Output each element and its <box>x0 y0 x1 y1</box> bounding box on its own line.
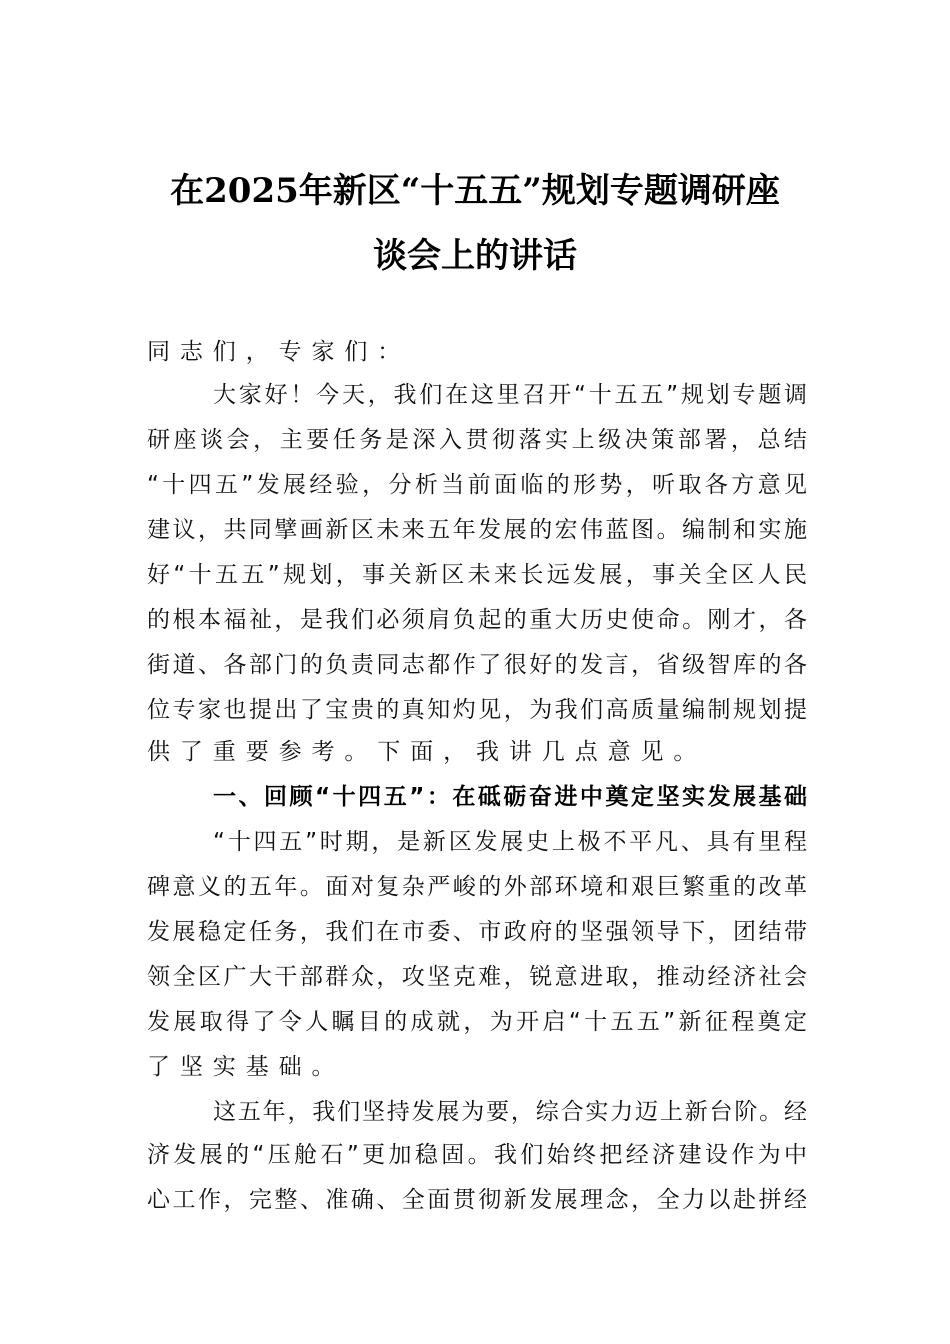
document-title-line-1: 在2025年新区“十五五”规划专题调研座 <box>170 171 780 211</box>
paragraph-line: “十四五”发展经验，分析当前面临的形势，听取各方意见 <box>147 472 807 498</box>
paragraph-line: 领全区广大干部群众，攻坚克难，锐意进取，推动经济社会 <box>147 964 807 990</box>
paragraph-line: 发展取得了令人瞩目的成就，为开启“十五五”新征程奠定 <box>147 1009 807 1035</box>
paragraph-line: 碑意义的五年。面对复杂严峻的外部环境和艰巨繁重的改革 <box>147 874 807 900</box>
paragraph-line: 发展稳定任务，我们在市委、市政府的坚强领导下，团结带 <box>147 919 807 945</box>
paragraph-line: “十四五”时期，是新区发展史上极不平凡、具有里程 <box>213 829 807 855</box>
paragraph-line: 济发展的“压舱石”更加稳固。我们始终把经济建设作为中 <box>147 1142 807 1168</box>
paragraph-line: 这五年，我们坚持发展为要，综合实力迈上新台阶。经 <box>213 1099 807 1125</box>
paragraph-line: 位专家也提出了宝贵的真知灼见，为我们高质量编制规划提 <box>147 697 807 723</box>
paragraph-line: 研座谈会，主要任务是深入贯彻落实上级决策部署，总结 <box>147 427 807 453</box>
section-heading-1: 一、回顾“十四五”：在砥砺奋进中奠定坚实发展基础 <box>213 784 807 810</box>
paragraph-line: 街道、各部门的负责同志都作了很好的发言，省级智库的各 <box>147 652 807 678</box>
paragraph-line: 供了重要参考。下面，我讲几点意见。 <box>147 739 707 765</box>
paragraph-line: 大家好！今天，我们在这里召开“十五五”规划专题调 <box>213 382 807 408</box>
paragraph-line: 的根本福祉，是我们必须肩负起的重大历史使命。刚才，各 <box>147 607 807 633</box>
paragraph-line: 建议，共同擘画新区未来五年发展的宏伟蓝图。编制和实施 <box>147 517 807 543</box>
paragraph-line: 好“十五五”规划，事关新区未来长远发展，事关全区人民 <box>147 562 807 588</box>
paragraph-line: 了坚实基础。 <box>147 1054 345 1080</box>
salutation: 同志们，专家们： <box>147 339 411 365</box>
document-title-line-2: 谈会上的讲话 <box>373 236 577 276</box>
paragraph-line: 心工作，完整、准确、全面贯彻新发展理念，全力以赴拼经 <box>147 1187 807 1213</box>
